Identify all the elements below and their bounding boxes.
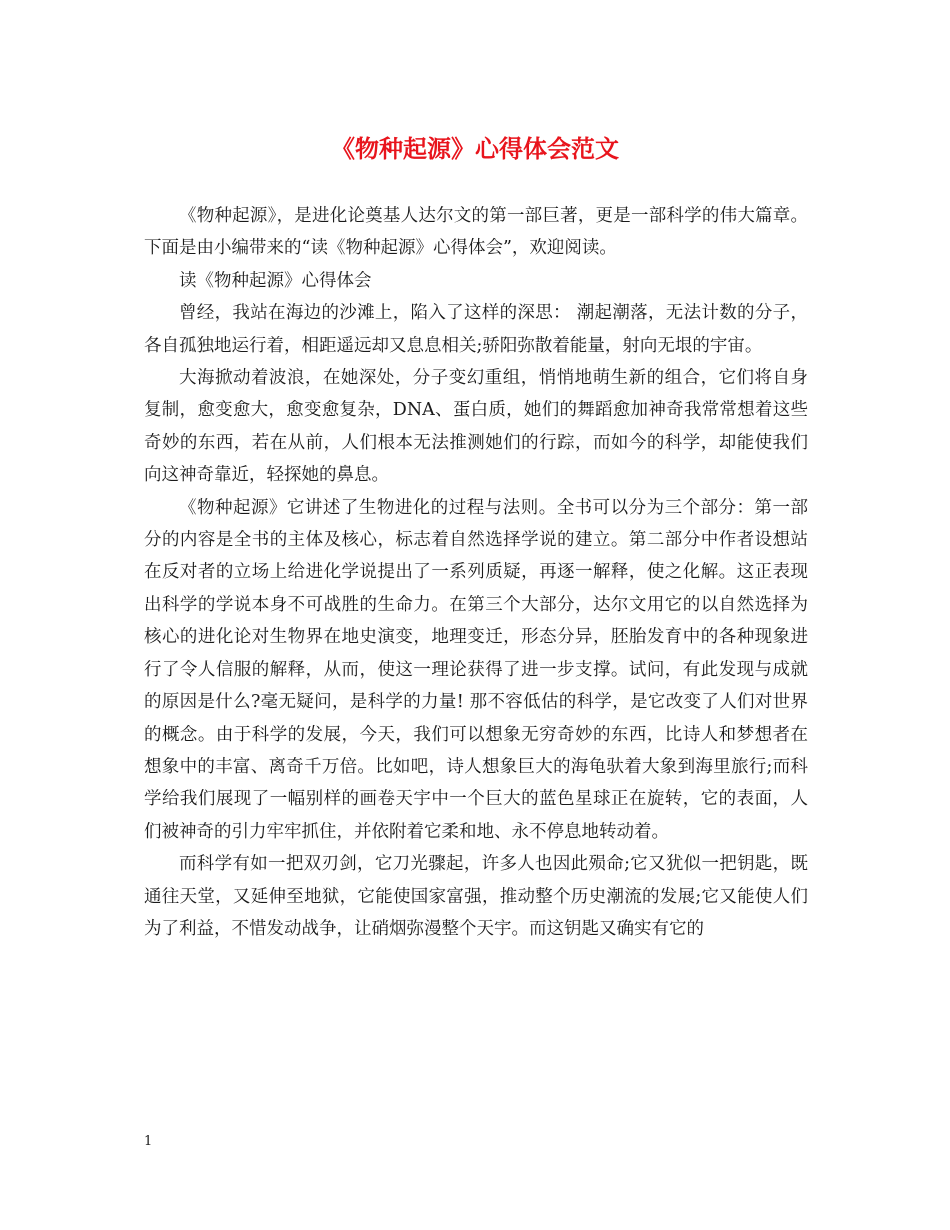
paragraph-origin-summary: 《物种起源》它讲述了生物进化的过程与法则。全书可以分为三个部分：第一部分的内容是全书的主体及核心，标志着自然选择学说的建立。第二部分中作者设想站在反对者的立场上给进化学说提出了一系列质疑，再逐一解释，使之化解。这正表现出科学的学说本身不可战胜的生命力。在第三个大部分，达尔文用它的以自然选择为核心的进化论对生物界在地史演变，地理变迁，形态分异，胚胎发育中的各种现象进行了令人信服的解释，从而，使这一理论获得了进一步支撑。试问，有此发现与成就的原因是什么?毫无疑问，是科学的力量! 那不容低估的科学，是它改变了人们对世界的概念。由于科学的发展，今天，我们可以想象无穷奇妙的东西，比诗人和梦想者在想象中的丰富、离奇千万倍。比如吧，诗人想象巨大的海龟驮着大象到海里旅行;而科学给我们展现了一幅别样的画卷天宇中一个巨大的蓝色星球正在旋转，它的表面，人们被神奇的引力牢牢抓住，并依附着它柔和地、永不停息地转动着。 <box>144 497 808 842</box>
document-body <box>144 200 808 945</box>
paragraph-ocean: 大海掀动着波浪，在她深处，分子变幻重组，悄悄地萌生新的组合，它们将自身复制，愈变愈大，愈变愈复杂，DNA、蛋白质，她们的舞蹈愈加神奇我常常想着这些奇妙的东西，若在从前，人们根本无法推测她们的行踪，而如今的科学，却能使我们向这神奇靠近，轻探她的鼻息。 <box>144 368 808 486</box>
paragraph-seaside: 曾经，我站在海边的沙滩上，陷入了这样的深思： 潮起潮落，无法计数的分子，各自孤独地运行着，相距遥远却又息息相关;骄阳弥散着能量，射向无垠的宇宙。 <box>144 303 808 356</box>
paragraph-subheading: 读《物种起源》心得体会 <box>179 270 372 291</box>
paragraph-double-edged-sword: 而科学有如一把双刃剑，它刀光骤起，许多人也因此殒命;它又犹似一把钥匙，既通往天堂，又延伸至地狱，它能使国家富强，推动整个历史潮流的发展;它又能使人们为了利益，不惜发动战争，让硝烟弥漫整个天宇。而这钥匙又确实有它的 <box>144 854 808 939</box>
page-number: 1 <box>144 1134 153 1149</box>
paragraph-intro: 《物种起源》，是进化论奠基人达尔文的第一部巨著，更是一部科学的伟大篇章。下面是由小编带来的“读《物种起源》心得体会”，欢迎阅读。 <box>144 206 808 259</box>
document-title: 《物种起源》心得体会范文 <box>331 134 619 163</box>
